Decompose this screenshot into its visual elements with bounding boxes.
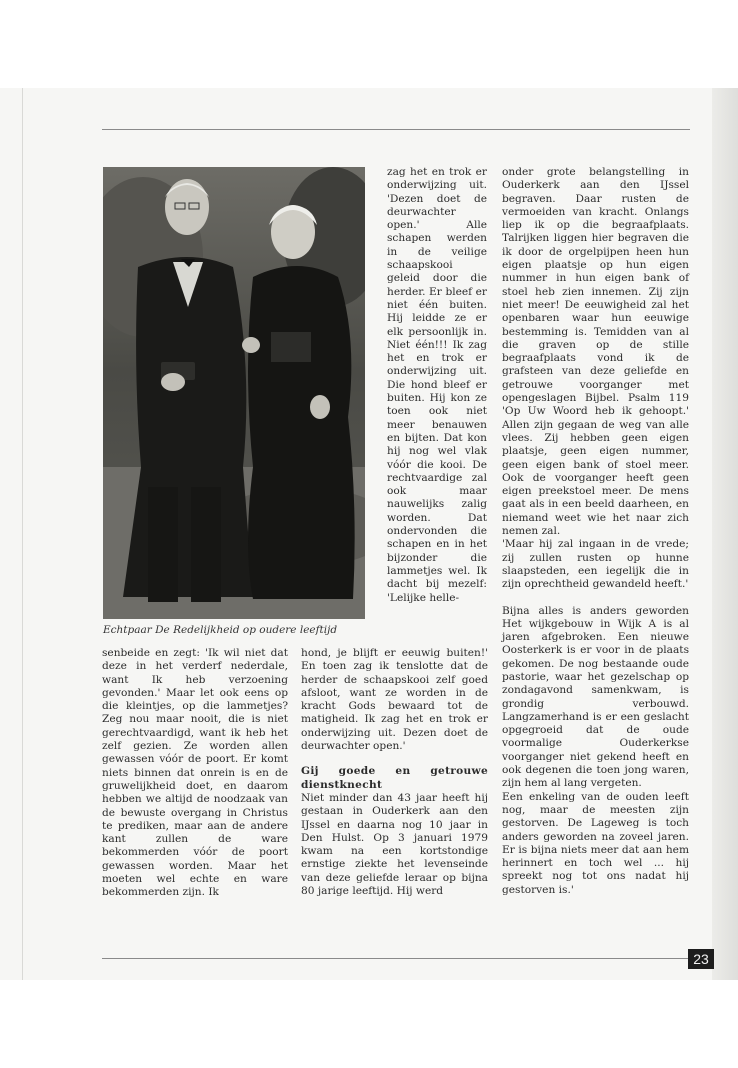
column-1-paragraph: senbeide en zegt: 'Ik wil niet dat deze in het verderf nederdale, want Ik heb verzoening gevonden.' Maar let ook eens op die kleintjes, op die lammetjes? Zeg nou maar nooit, die is niet gerechtvaardigd, want ik heb het zelf gezien. Ze worden allen gewassen vóór de poort. Er komt niets binnen dat onrein is en de gruwelijkheid doet, en daarom hebben we altijd de noodzaak van de bewuste overgang in Christus te prediken, maar aan de andere kant zullen de ware bekommerden vóór de poort gewassen worden. Maar het moeten wel echte en ware bekommerden zijn. Ik bbox=[102, 647, 288, 899]
column-3-paragraph-1: onder grote belangstelling in Ouderkerk aan den IJssel begraven. Daar rusten de vermoeiden van kracht. Onlangs liep ik op die begraafplaats. Talrijken liggen hier begraven die ik door de orgelpijpen heen hun eigen plaatsje op hun eigen nummer in hun eigen bank of stoel heb zien innemen. Zij zijn niet meer! De eeuwigheid zal het openbaren waar hun eeuwige bestemming is. Temidden van al die graven op de stille begraafplaats vond ik de grafsteen van deze geliefde en getrouwe voorganger met opengeslagen Bijbel. Psalm 119 'Op Uw Woord heb ik gehoopt.' Allen zijn gegaan de weg van alle vlees. Zij hebben geen eigen plaatsje, geen eigen nummer, geen eigen bank of stoel meer. Ook de voorganger heeft geen eigen preekstoel meer. De mens gaat als in een beeld daarheen, en niemand weet wie het naar zich nemen zal. bbox=[502, 166, 689, 538]
couple-photo-image bbox=[103, 167, 365, 619]
column-2-bottom-paragraph: hond, je blijft er eeuwig buiten!' En toen zag ik tenslotte dat de herder de schaapskooi zelf goed afsloot, want ze worden in de kracht Gods bewaard tot de matigheid. Ik zag het en trok er onderwijzing uit. Dezen doet de deurwachter open.' bbox=[301, 647, 488, 753]
column-2-top-paragraph: zag het en trok er onderwijzing uit. 'Dezen doet de deurwachter open.' Alle schapen werden in de veilige schaapskooi geleid door die herder. Er bleef er niet één buiten. Hij leidde ze er elk persoonlijk in. Niet één!!! Ik zag het en trok er onderwijzing uit. Die hond bleef er buiten. Hij kon ze toen ook niet meer benauwen en bijten. Dat kon hij nog wel vlak vóór die kooi. De rechtvaardige zal ook maar nauwelijks zalig worden. Dat ondervonden die schapen en in het bijzonder die lammetjes wel. Ik dacht bij mezelf: 'Lelijke helle- bbox=[387, 166, 487, 604]
column-1 bbox=[102, 647, 288, 900]
header-rule bbox=[102, 129, 690, 130]
column-3-paragraph-4: Een enkeling van de ouden leeft nog, maar de meesten zijn gestorven. De Lageweg is toch anders geworden na zoveel jaren. Er is bijna niets meer dat aan hem herinnert en toch wel ... hij spreekt nog tot ons nadat hij gestorven is.' bbox=[502, 790, 689, 896]
page-edge-shadow bbox=[712, 88, 738, 980]
column-2-after-heading: Niet minder dan 43 jaar heeft hij gestaan in Ouderkerk aan den IJssel en daarna nog 10 jaar in Den Hulst. Op 3 januari 1979 kwam na een kortstondige ernstige ziekte het levenseinde van deze geliefde leraar op bijna 80 jarige leeftijd. Hij werd bbox=[301, 791, 488, 898]
footer-rule bbox=[102, 958, 690, 959]
page-number: 23 bbox=[688, 949, 714, 969]
binding-line bbox=[22, 88, 23, 980]
column-2-bottom bbox=[301, 647, 488, 898]
photo-caption: Echtpaar De Redelijkheid op oudere leeftijd bbox=[103, 624, 338, 636]
column-3-paragraph-3: Bijna alles is anders geworden Het wijkgebouw in Wijk A is al jaren afgebroken. Een nieuwe Oosterkerk is er voor in de plaats gekomen. De nog bestaande oude pastorie, waar het gezelschap op zondagavond samenkwam, is grondig verbouwd. Langzamerhand is er een geslacht opgegroeid dat de oude voormalige Ouderkerkse voorganger niet gekend heeft en ook degenen die toen jong waren, zijn hem al lang vergeten. bbox=[502, 604, 689, 790]
column-3-paragraph-2: 'Maar hij zal ingaan in de vrede; zij zullen rusten op hunne slaapsteden, een iegelijk die in zijn oprechtheid gewandeld heeft.' bbox=[502, 538, 689, 591]
section-heading: Gij goede en getrouwe dienstknecht bbox=[301, 765, 488, 791]
column-2-top bbox=[387, 166, 487, 605]
column-3 bbox=[502, 166, 689, 897]
couple-photo bbox=[103, 167, 365, 619]
